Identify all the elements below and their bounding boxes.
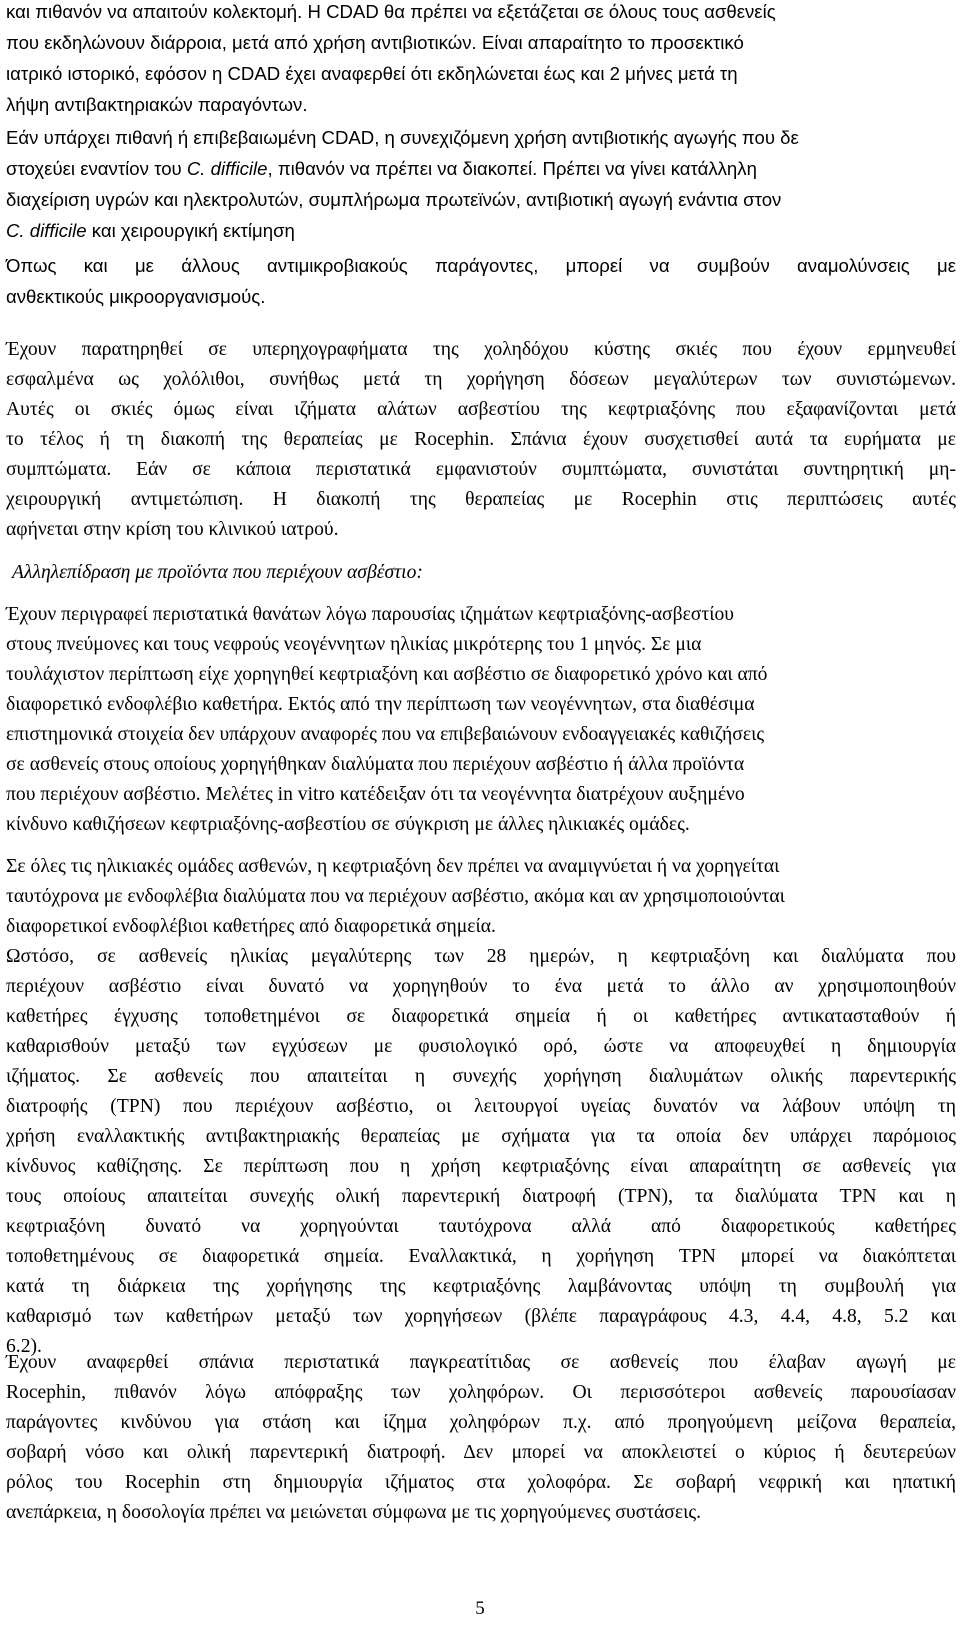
text-line: παράγοντες κινδύνου για στάση και ίζημα χοληφόρων π.χ. από προηγούμενη μείζονα θεραπεία, xyxy=(6,1412,956,1433)
text-line: Αυτές οι σκιές όμως είναι ιζήματα αλάτων ασβεστίου της κεφτριαξόνης που εξαφανίζονται μετά xyxy=(6,399,956,420)
text-line: τους οποίους απαιτείται συνεχής ολική παρεντερική διατροφή (TPN), τα διαλύματα TPN και η xyxy=(6,1186,956,1207)
text-line: ανεπάρκεια, η δοσολογία πρέπει να μειώνεται σύμφωνα με τις χορηγούμενες συστάσεις. xyxy=(6,1502,701,1523)
text-line: σοβαρή νόσο και ολική παρεντερική διατροφή. Δεν μπορεί να αποκλειστεί ο κύριος ή δευτερεύων xyxy=(6,1442,956,1463)
text-line: ταυτόχρονα με ενδοφλέβια διαλύματα που να περιέχουν ασβέστιο, ακόμα και αν χρησιμοποιούνται xyxy=(6,886,785,907)
paragraph-gallbladder-shadows xyxy=(6,335,956,545)
text-line: εσφαλμένα ως χολόλιθοι, συνήθως μετά τη χορήγηση δόσεων μεγαλύτερων των συνιστώμενων. xyxy=(6,369,956,390)
paragraph-cdad-management xyxy=(6,122,956,246)
paragraph-calcium-precipitates xyxy=(6,600,956,840)
paragraph-pancreatitis xyxy=(6,1348,956,1528)
text-line: διαφορετικό ενδοφλέβιο καθετήρα. Εκτός από την περίπτωση των νεογέννητων, στα διαθέσιμα xyxy=(6,694,755,715)
text-line: ιατρικό ιστορικό, εφόσον η CDAD έχει αναφερθεί ότι εκδηλώνεται έως και 2 μήνες μετά τη xyxy=(6,63,738,84)
text-line: επιστημονικά στοιχεία δεν υπάρχουν αναφορές που να επιβεβαιώνουν ενδοαγγειακές καθιζήσεις xyxy=(6,724,765,745)
text-line: Όπως και με άλλους αντιμικροβιακούς παράγοντες, μπορεί να συμβούν αναμολύνσεις με xyxy=(6,255,956,276)
text-line: στους πνεύμονες και τους νεφρούς νεογέννητων ηλικίας μικρότερης του 1 μηνός. Σε μια xyxy=(6,634,702,655)
text-line xyxy=(6,215,956,246)
text-line: κίνδυνο καθιζήσεων κεφτριαξόνης-ασβεστίου σε σύγκριση με άλλες ηλικιακές ομάδες. xyxy=(6,814,690,835)
text-line: Ωστόσο, σε ασθενείς ηλικίας μεγαλύτερης των 28 ημερών, η κεφτριαξόνη και διαλύματα που xyxy=(6,946,956,967)
paragraph-cdad-intro xyxy=(6,0,956,120)
text-segment: στοχεύει εναντίον του xyxy=(6,158,187,179)
paragraph-older-than-28-days xyxy=(6,942,956,1362)
text-line: συμπτώματα. Εάν σε κάποια περιστατικά εμφανιστούν συμπτώματα, συνιστάται συντηρητική μη- xyxy=(6,459,956,480)
text-line: καθαρισμό των καθετήρων μεταξύ των χορηγήσεων (βλέπε παραγράφους 4.3, 4.4, 4.8, 5.2 και xyxy=(6,1306,956,1327)
text-line: διαφορετικοί ενδοφλέβιοι καθετήρες από διαφορετικά σημεία. xyxy=(6,916,496,937)
text-line: κίνδυνος καθίζησης. Σε περίπτωση που η χρήση κεφτριαξόνης είναι απαραίτητη σε ασθενείς για xyxy=(6,1156,956,1177)
text-line: και πιθανόν να απαιτούν κολεκτομή. Η CDAD θα πρέπει να εξετάζεται σε όλους τους ασθενείς xyxy=(6,1,776,22)
text-line: διαχείριση υγρών και ηλεκτρολυτών, συμπλήρωμα πρωτεϊνών, αντιβιοτική αγωγή ενάντια στον xyxy=(6,189,782,210)
text-segment: και χειρουργική εκτίμηση xyxy=(86,220,295,241)
text-line: Rocephin, πιθανόν λόγω απόφραξης των χοληφόρων. Οι περισσότεροι ασθενείς παρουσίασαν xyxy=(6,1382,956,1403)
text-line: ρόλος του Rocephin στη δημιουργία ιζήματος στα χολοφόρα. Σε σοβαρή νεφρική και ηπατική xyxy=(6,1472,956,1493)
text-line: χρήση εναλλακτικής αντιβακτηριακής θεραπείας με σχήματα για τα οποία δεν υπάρχει παρόμοιος xyxy=(6,1126,956,1147)
page-number: 5 xyxy=(475,1598,485,1619)
species-name: C. difficile xyxy=(186,158,268,179)
text-line: καθετήρες έγχυσης τοποθετημένοι σε διαφορετικά σημεία ή οι καθετήρες αντικατασταθούν ή xyxy=(6,1006,956,1027)
text-line: καθαρισθούν μεταξύ των εγχύσεων με φυσιολογικό ορό, ώστε να αποφευχθεί η δημιουργία xyxy=(6,1036,956,1057)
text-line: σε ασθενείς στους οποίους χορηγήθηκαν διαλύματα που περιέχουν ασβέστιο ή άλλα προϊόντα xyxy=(6,754,745,775)
text-line: που περιέχουν ασβέστιο. Μελέτες in vitro κατέδειξαν ότι τα νεογέννητα διατρέχουν αυξημένο xyxy=(6,784,745,805)
text-line: χειρουργική αντιμετώπιση. Η διακοπή της θεραπείας με Rocephin στις περιπτώσεις αυτές xyxy=(6,489,956,510)
text-line: διατροφής (TPN) που περιέχουν ασβέστιο, οι λειτουργοί υγείας δυνατόν να λάβουν υπόψη τη xyxy=(6,1096,956,1117)
text-line: τοποθετημένους σε διαφορετικά σημεία. Εναλλακτικά, η χορήγηση TPN μπορεί να διακόπτεται xyxy=(6,1246,956,1267)
text-line: τουλάχιστον περίπτωση είχε χορηγηθεί κεφτριαξόνη και ασβέστιο σε διαφορετικό χρόνο και από xyxy=(6,664,768,685)
text-line: κατά τη διάρκεια της χορήγησης της κεφτριαξόνης λαμβάνοντας υπόψη τη συμβουλή για xyxy=(6,1276,956,1297)
text-line: κεφτριαξόνη δυνατό να χορηγούνται ταυτόχρονα αλλά από διαφορετικούς καθετήρες xyxy=(6,1216,956,1237)
text-line xyxy=(6,153,956,184)
text-line: Έχουν περιγραφεί περιστατικά θανάτων λόγω παρουσίας ιζημάτων κεφτριαξόνης-ασβεστίου xyxy=(6,604,735,625)
text-line: περιέχουν ασβέστιο είναι δυνατό να χορηγηθούν το ένα μετά το άλλο αν χρησιμοποιηθούν xyxy=(6,976,956,997)
paragraph-resistant-organisms xyxy=(6,250,956,312)
text-line: ανθεκτικούς μικροοργανισμούς. xyxy=(6,286,266,307)
text-line: Έχουν αναφερθεί σπάνια περιστατικά παγκρεατίτιδας σε ασθενείς που έλαβαν αγωγή με xyxy=(6,1352,956,1373)
text-line: που εκδηλώνουν διάρροια, μετά από χρήση αντιβιοτικών. Είναι απαραίτητο το προσεκτικό xyxy=(6,32,744,53)
text-line: 6.2). xyxy=(6,1336,42,1357)
text-line: αφήνεται στην κρίση του κλινικού ιατρού. xyxy=(6,519,339,540)
text-line: Σε όλες τις ηλικιακές ομάδες ασθενών, η κεφτριαξόνη δεν πρέπει να αναμιγνύεται ή να χορηγείται xyxy=(6,856,780,877)
paragraph-all-age-groups xyxy=(6,852,956,942)
species-name: C. difficile xyxy=(6,220,87,241)
text-segment: , πιθανόν να πρέπει να διακοπεί. Πρέπει να γίνει κατάλληλη xyxy=(267,158,757,179)
section-heading-calcium-interaction: Αλληλεπίδραση με προϊόντα που περιέχουν ασβέστιο: xyxy=(12,562,423,583)
text-line: ιζήματος. Σε ασθενείς που απαιτείται η συνεχής χορήγηση διαλυμάτων ολικής παρεντερικής xyxy=(6,1066,956,1087)
text-line: λήψη αντιβακτηριακών παραγόντων. xyxy=(6,94,308,115)
text-line: Εάν υπάρχει πιθανή ή επιβεβαιωμένη CDAD, η συνεχιζόμενη χρήση αντιβιοτικής αγωγής που δε xyxy=(6,127,799,148)
text-line: το τέλος ή τη διακοπή της θεραπείας με Rocephin. Σπάνια έχουν συσχετισθεί αυτά τα ευρήματα με xyxy=(6,429,956,450)
text-line: Έχουν παρατηρηθεί σε υπερηχογραφήματα της χοληδόχου κύστης σκιές που έχουν ερμηνευθεί xyxy=(6,339,956,360)
